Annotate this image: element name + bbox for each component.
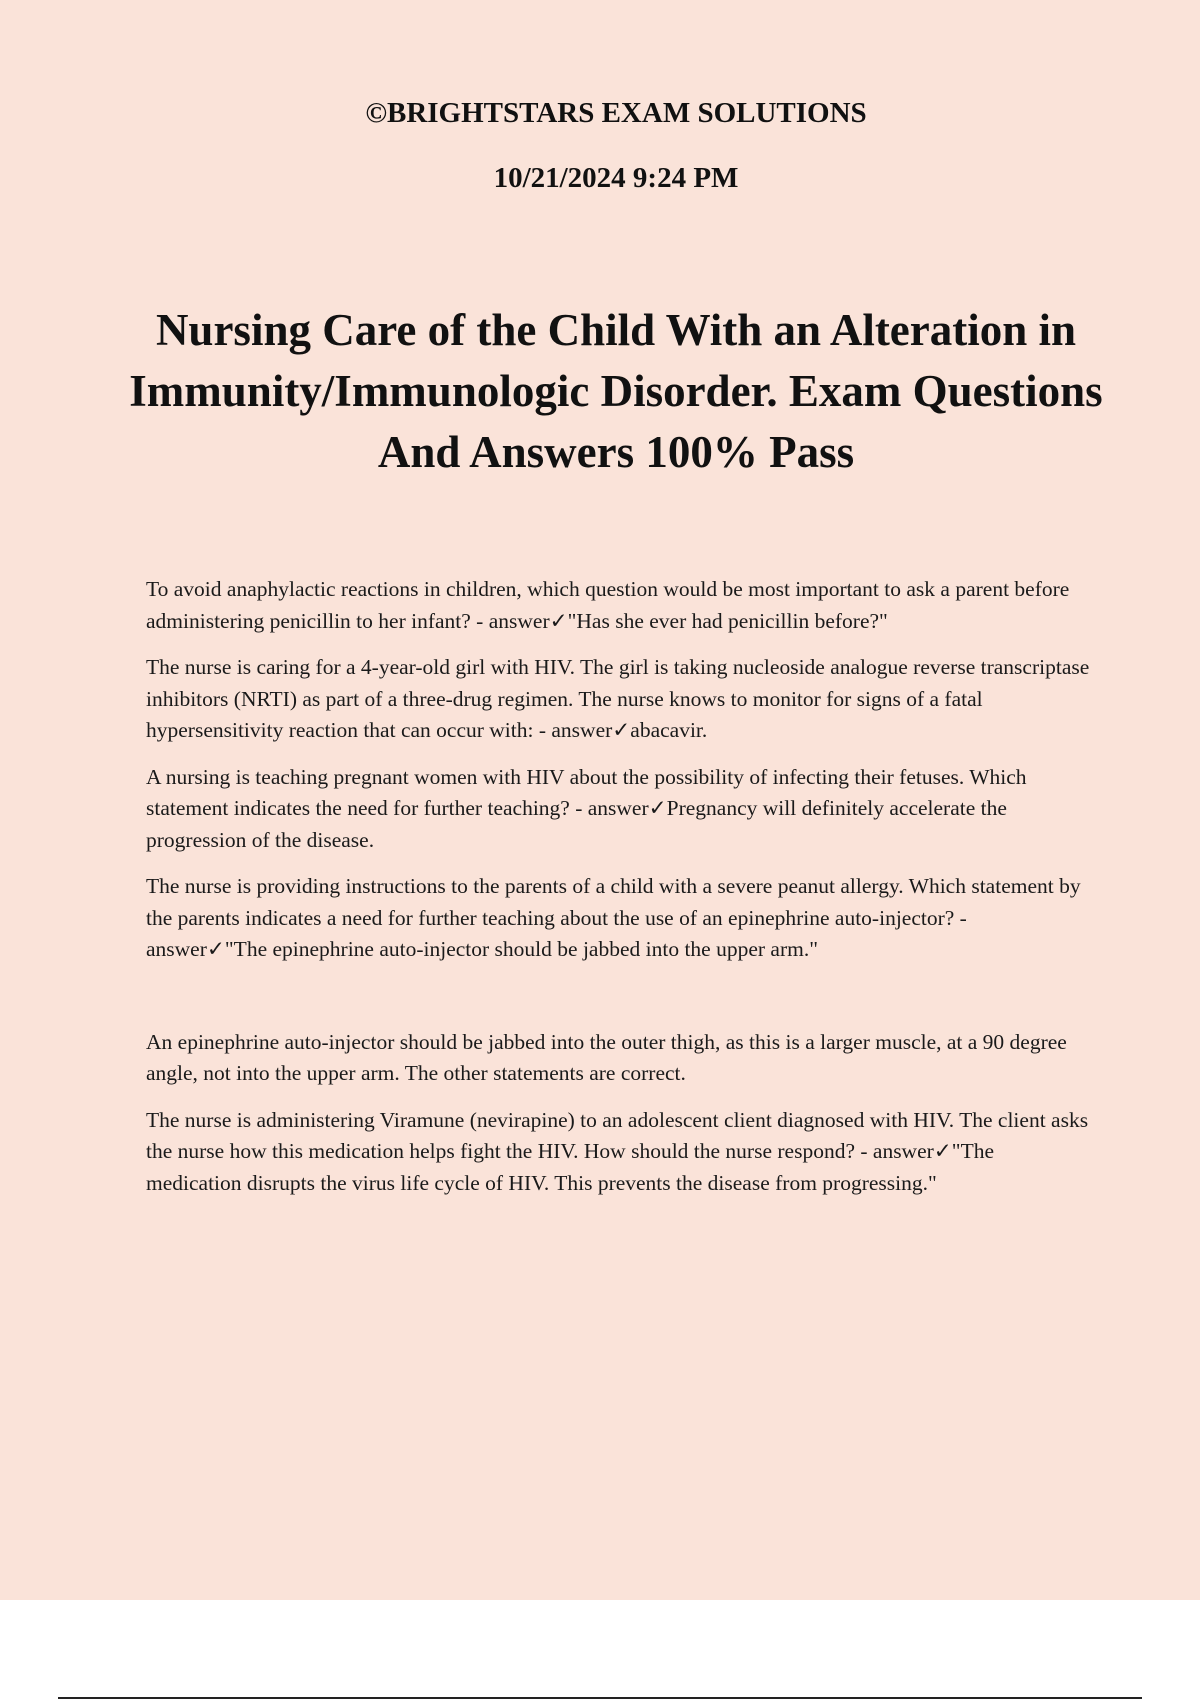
header-timestamp: 10/21/2024 9:24 PM [493, 162, 739, 194]
qa-item: The nurse is providing instructions to the parents of a child with a severe peanut allergy. Which statement by the parents indicates a need for further teaching about the use of an epinephrine auto-injector? - answer✓"The epinephrine auto-injector should be jabbed into the upper arm." [146, 874, 1081, 961]
footer-divider [58, 1697, 1142, 1699]
brand-header: ©BRIGHTSTARS EXAM SOLUTIONS [365, 97, 867, 129]
qa-item: The nurse is administering Viramune (nevirapine) to an adolescent client diagnosed with HIV. The client asks the nurse how this medication helps fight the HIV. How should the nurse respond? - answer✓"The medication disrupts the virus life cycle of HIV. This prevents the disease from progressing." [146, 1107, 1089, 1195]
document-title: Nursing Care of the Child With an Alteration in Immunity/Immunologic Disorder. Exam Questions And Answers 100% Pass [129, 305, 1103, 477]
qa-rationale: An epinephrine auto-injector should be jabbed into the outer thigh, as this is a larger muscle, at a 90 degree angle, not into the upper arm. The other statements are correct. [146, 1029, 1067, 1085]
qa-list [146, 574, 1091, 1214]
qa-item: To avoid anaphylactic reactions in children, which question would be most important to ask a parent before administering penicillin to her infant? - answer✓"Has she ever had penicillin before?" [146, 577, 1070, 633]
qa-item: A nursing is teaching pregnant women with HIV about the possibility of infecting their fetuses. Which statement indicates the need for further teaching? - answer✓Pregnancy will definitely accelerate the progression of the disease. [146, 764, 1027, 852]
qa-item: The nurse is caring for a 4-year-old girl with HIV. The girl is taking nucleoside analogue reverse transcriptase inhibitors (NRTI) as part of a three-drug regimen. The nurse knows to monitor for signs of a fatal hypersensitivity reaction that can occur with: - answer✓abacavir. [146, 655, 1090, 742]
